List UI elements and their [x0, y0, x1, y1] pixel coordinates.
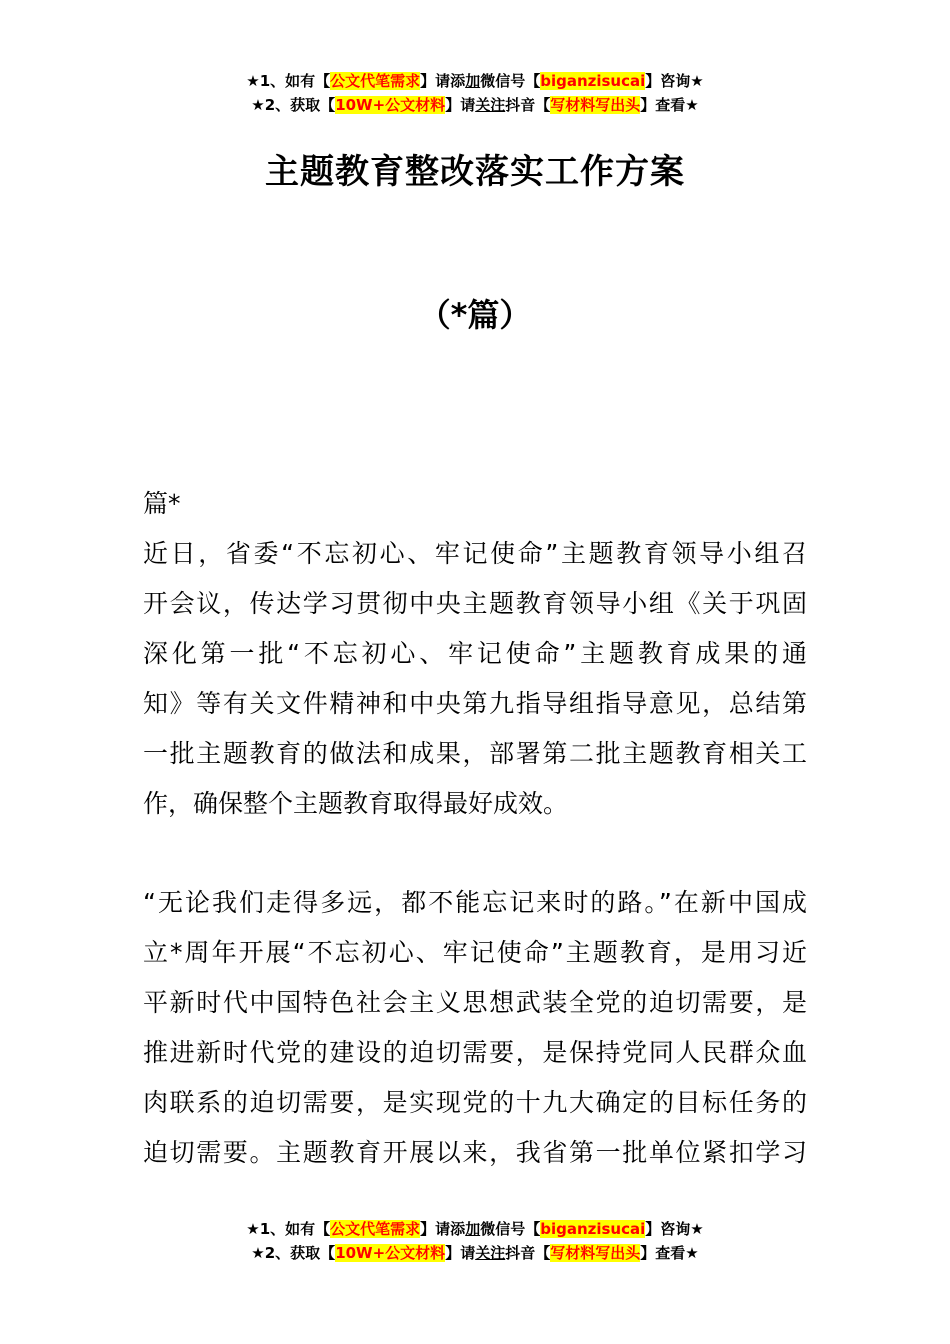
- promo-text: ★2、获取【: [251, 96, 336, 114]
- promo-wechat-id: biganzisucai: [540, 1220, 646, 1238]
- promo-underlined-text: 关注: [475, 1244, 506, 1262]
- promo-text: 】请: [445, 96, 476, 114]
- paragraph-2: [143, 878, 807, 1178]
- footer-promo-banner: [0, 1217, 950, 1265]
- promo-line-2: [0, 93, 950, 117]
- paragraph-line: 平新时代中国特色社会主义思想武装全党的迫切需要，是: [143, 988, 807, 1017]
- promo-text: ★1、如有【: [246, 72, 331, 90]
- paragraph-line: 深化第一批“不忘初心、牢记使命”主题教育成果的通: [143, 639, 807, 668]
- promo-line-1: [0, 69, 950, 93]
- promo-wechat-id: biganzisucai: [540, 72, 646, 90]
- promo-text: 微信号【: [480, 72, 541, 90]
- promo-text: 】查看★: [640, 96, 699, 114]
- section-label: 篇*: [143, 489, 181, 518]
- promo-line-1: [0, 1217, 950, 1241]
- promo-text: 】查看★: [640, 1244, 699, 1262]
- paragraph-line: 知》等有关文件精神和中央第九指导组指导意见，总结第: [143, 689, 807, 718]
- paragraph-line: 立*周年开展“不忘初心、牢记使命”主题教育，是用习近: [143, 938, 807, 967]
- promo-text: 微信号【: [480, 1220, 541, 1238]
- paragraph-line: 开会议，传达学习贯彻中央主题教育领导小组《关于巩固: [143, 589, 807, 618]
- promo-highlight: 公文代笔需求: [330, 72, 421, 90]
- paragraph-line: 近日，省委“不忘初心、牢记使命”主题教育领导小组召: [143, 539, 807, 568]
- promo-text: 抖音【: [505, 96, 551, 114]
- paragraph-line: 作，确保整个主题教育取得最好成效。: [143, 789, 569, 818]
- promo-text: ★1、如有【: [246, 1220, 331, 1238]
- promo-text: 】咨询★: [645, 1220, 704, 1238]
- promo-highlight: 公文代笔需求: [330, 1220, 421, 1238]
- document-subtitle: （*篇）: [418, 296, 532, 334]
- promo-underlined-text: 加: [465, 72, 481, 90]
- promo-text: 】请添: [420, 1220, 466, 1238]
- promo-text: ★2、获取【: [251, 1244, 336, 1262]
- promo-text: 】请: [445, 1244, 476, 1262]
- promo-text: 抖音【: [505, 1244, 551, 1262]
- promo-highlight: 10W+公文材料: [335, 1244, 446, 1262]
- paragraph-line: “无论我们走得多远，都不能忘记来时的路。”在新中国成: [143, 888, 807, 917]
- paragraph-1: [143, 529, 807, 829]
- promo-text: 】咨询★: [645, 72, 704, 90]
- promo-underlined-text: 关注: [475, 96, 506, 114]
- document-title: 主题教育整改落实工作方案: [265, 152, 685, 192]
- promo-highlight: 10W+公文材料: [335, 96, 446, 114]
- paragraph-line: 推进新时代党的建设的迫切需要，是保持党同人民群众血: [143, 1038, 807, 1067]
- paragraph-line: 肉联系的迫切需要，是实现党的十九大确定的目标任务的: [143, 1088, 807, 1117]
- paragraph-line: 一批主题教育的做法和成果，部署第二批主题教育相关工: [143, 739, 807, 768]
- header-promo-banner: [0, 69, 950, 117]
- promo-underlined-text: 加: [465, 1220, 481, 1238]
- promo-text: 】请添: [420, 72, 466, 90]
- promo-douyin-id: 写材料写出头: [550, 1244, 641, 1262]
- promo-line-2: [0, 1241, 950, 1265]
- promo-douyin-id: 写材料写出头: [550, 96, 641, 114]
- paragraph-line: 迫切需要。主题教育开展以来，我省第一批单位紧扣学习: [143, 1138, 807, 1167]
